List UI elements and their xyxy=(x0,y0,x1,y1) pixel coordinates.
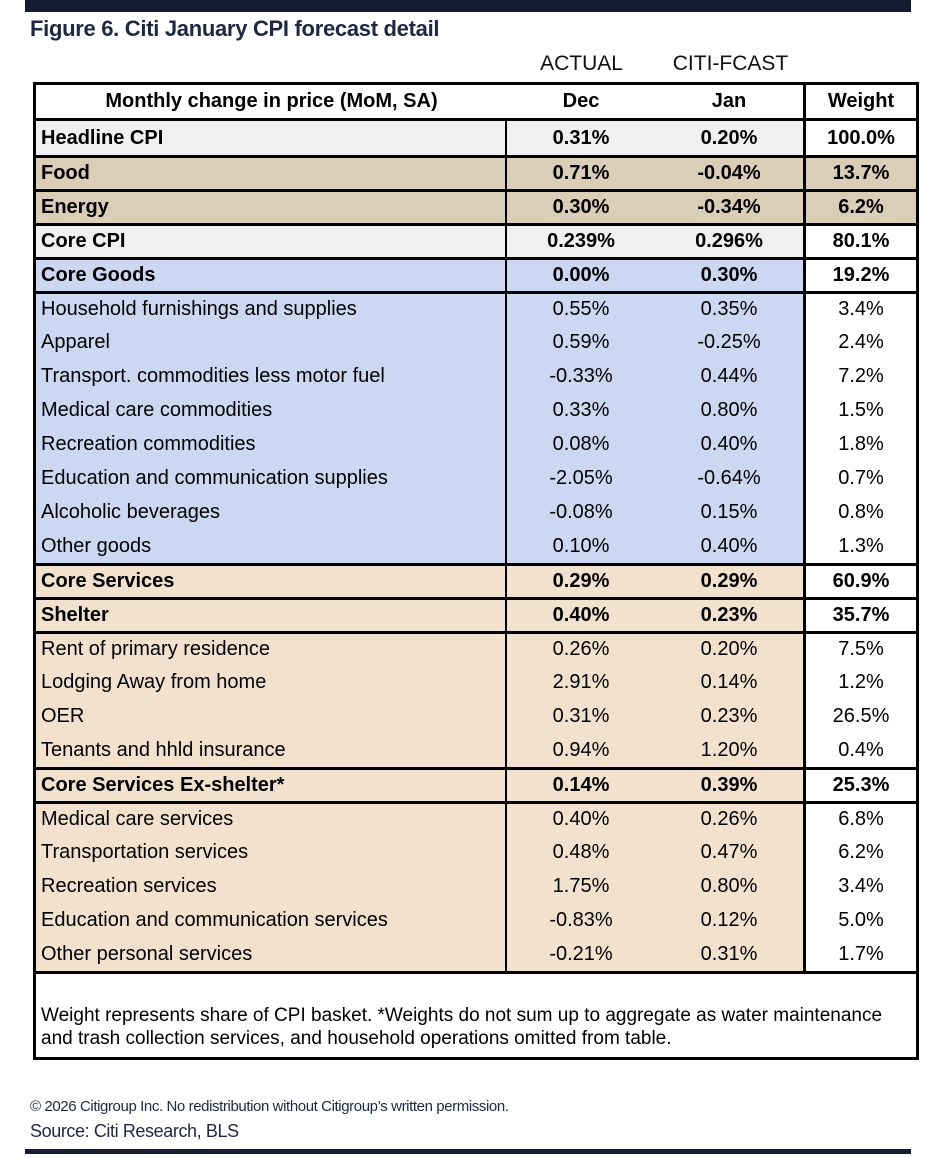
jan-value: 0.12% xyxy=(655,903,803,937)
citi-fcast-column-group-label: CITI-FCAST xyxy=(672,52,789,75)
row-label: Recreation services xyxy=(36,869,507,903)
cpi-forecast-table xyxy=(33,82,919,1060)
header-jan-column: Jan xyxy=(655,85,803,118)
row-label: Apparel xyxy=(36,325,507,359)
weight-value: 26.5% xyxy=(803,699,916,733)
dec-value: 0.40% xyxy=(507,804,655,835)
table-row xyxy=(36,767,916,801)
dec-value: 0.40% xyxy=(507,600,655,631)
header-weight-column: Weight xyxy=(803,85,916,118)
jan-value: -0.04% xyxy=(655,158,803,189)
jan-value: 0.14% xyxy=(655,665,803,699)
table-row xyxy=(36,189,916,223)
figure-title: Figure 6. Citi January CPI forecast detail xyxy=(30,16,440,41)
row-label: Energy xyxy=(36,192,507,223)
weight-value: 1.5% xyxy=(803,393,916,427)
dec-value: -0.33% xyxy=(507,359,655,393)
row-label: Transportation services xyxy=(36,835,507,869)
row-label: Recreation commodities xyxy=(36,427,507,461)
row-label: Education and communication services xyxy=(36,903,507,937)
dec-value: 0.29% xyxy=(507,566,655,597)
jan-value: 1.20% xyxy=(655,733,803,767)
dec-value: 0.59% xyxy=(507,325,655,359)
row-label: Medical care commodities xyxy=(36,393,507,427)
jan-value: 0.15% xyxy=(655,495,803,529)
row-label: Medical care services xyxy=(36,804,507,835)
weight-value: 6.2% xyxy=(803,835,916,869)
actual-column-group-label: ACTUAL xyxy=(540,52,623,75)
weight-value: 6.8% xyxy=(803,804,916,835)
dec-value: -0.83% xyxy=(507,903,655,937)
jan-value: 0.296% xyxy=(655,226,803,257)
row-label: Shelter xyxy=(36,600,507,631)
jan-value: 0.80% xyxy=(655,869,803,903)
column-group-spacer xyxy=(33,52,507,78)
weight-value: 2.4% xyxy=(803,325,916,359)
weight-value: 25.3% xyxy=(803,770,916,801)
dec-value: -0.08% xyxy=(507,495,655,529)
table-row xyxy=(36,869,916,903)
jan-value: 0.29% xyxy=(655,566,803,597)
jan-value: 0.23% xyxy=(655,699,803,733)
jan-value: -0.25% xyxy=(655,325,803,359)
jan-value: 0.80% xyxy=(655,393,803,427)
jan-value: 0.20% xyxy=(655,634,803,665)
table-row xyxy=(36,903,916,937)
jan-value: 0.23% xyxy=(655,600,803,631)
dec-value: 0.31% xyxy=(507,699,655,733)
weight-value: 1.8% xyxy=(803,427,916,461)
weight-value: 100.0% xyxy=(803,121,916,155)
jan-value: 0.26% xyxy=(655,804,803,835)
dec-value: 1.75% xyxy=(507,869,655,903)
weight-value: 3.4% xyxy=(803,869,916,903)
table-rows xyxy=(36,121,916,971)
weight-value: 13.7% xyxy=(803,158,916,189)
dec-value: 0.26% xyxy=(507,634,655,665)
jan-value: 0.47% xyxy=(655,835,803,869)
weight-value: 0.8% xyxy=(803,495,916,529)
jan-value: 0.39% xyxy=(655,770,803,801)
jan-value: 0.40% xyxy=(655,529,803,563)
jan-value: 0.30% xyxy=(655,260,803,291)
weight-value: 1.3% xyxy=(803,529,916,563)
jan-value: -0.34% xyxy=(655,192,803,223)
jan-value: 0.20% xyxy=(655,121,803,155)
table-row xyxy=(36,495,916,529)
source-line: Source: Citi Research, BLS xyxy=(30,1121,239,1141)
table-row xyxy=(36,325,916,359)
dec-value: 0.239% xyxy=(507,226,655,257)
top-rule-bar xyxy=(25,0,911,12)
dec-value: 0.30% xyxy=(507,192,655,223)
table-row xyxy=(36,359,916,393)
dec-value: 0.31% xyxy=(507,121,655,155)
table-row xyxy=(36,121,916,155)
table-row xyxy=(36,563,916,597)
row-label: Rent of primary residence xyxy=(36,634,507,665)
dec-value: 0.71% xyxy=(507,158,655,189)
table-row xyxy=(36,461,916,495)
row-label: Alcoholic beverages xyxy=(36,495,507,529)
weight-value: 6.2% xyxy=(803,192,916,223)
weight-value: 1.2% xyxy=(803,665,916,699)
dec-value: 0.14% xyxy=(507,770,655,801)
dec-value: 0.33% xyxy=(507,393,655,427)
jan-value: -0.64% xyxy=(655,461,803,495)
dec-value: 2.91% xyxy=(507,665,655,699)
weight-value: 3.4% xyxy=(803,294,916,325)
weight-value: 19.2% xyxy=(803,260,916,291)
row-label: Tenants and hhld insurance xyxy=(36,733,507,767)
dec-value: 0.08% xyxy=(507,427,655,461)
column-group-labels xyxy=(33,52,919,78)
table-row xyxy=(36,223,916,257)
row-label: Transport. commodities less motor fuel xyxy=(36,359,507,393)
row-label: Household furnishings and supplies xyxy=(36,294,507,325)
table-header-row xyxy=(36,85,916,121)
table-row xyxy=(36,733,916,767)
table-footnote: Weight represents share of CPI basket. *Weights do not sum up to aggregate as water maintenance and trash collection services, and household operations omitted from table. xyxy=(36,971,916,1057)
row-label: Other personal services xyxy=(36,937,507,971)
row-label: Core Goods xyxy=(36,260,507,291)
weight-value: 5.0% xyxy=(803,903,916,937)
table-row xyxy=(36,393,916,427)
table-row xyxy=(36,155,916,189)
header-dec-column: Dec xyxy=(507,85,655,118)
table-row xyxy=(36,597,916,631)
dec-value: 0.94% xyxy=(507,733,655,767)
dec-value: 0.00% xyxy=(507,260,655,291)
row-label: Other goods xyxy=(36,529,507,563)
row-label: Lodging Away from home xyxy=(36,665,507,699)
dec-value: 0.55% xyxy=(507,294,655,325)
table-row xyxy=(36,801,916,835)
header-name-column: Monthly change in price (MoM, SA) xyxy=(36,85,507,118)
table-row xyxy=(36,631,916,665)
row-label: OER xyxy=(36,699,507,733)
jan-value: 0.35% xyxy=(655,294,803,325)
weight-value: 0.4% xyxy=(803,733,916,767)
weight-value: 0.7% xyxy=(803,461,916,495)
weight-value: 7.5% xyxy=(803,634,916,665)
table-row xyxy=(36,427,916,461)
row-label: Core Services xyxy=(36,566,507,597)
table-row xyxy=(36,937,916,971)
table-row xyxy=(36,291,916,325)
jan-value: 0.31% xyxy=(655,937,803,971)
dec-value: 0.10% xyxy=(507,529,655,563)
dec-value: 0.48% xyxy=(507,835,655,869)
weight-value: 7.2% xyxy=(803,359,916,393)
table-row xyxy=(36,835,916,869)
dec-value: -2.05% xyxy=(507,461,655,495)
weight-value: 35.7% xyxy=(803,600,916,631)
table-row xyxy=(36,529,916,563)
copyright-notice: © 2026 Citigroup Inc. No redistribution without Citigroup’s written permission. xyxy=(30,1098,509,1115)
row-label: Education and communication supplies xyxy=(36,461,507,495)
row-label: Core CPI xyxy=(36,226,507,257)
weight-value: 60.9% xyxy=(803,566,916,597)
row-label: Food xyxy=(36,158,507,189)
jan-value: 0.44% xyxy=(655,359,803,393)
row-label: Core Services Ex-shelter* xyxy=(36,770,507,801)
table-row xyxy=(36,257,916,291)
jan-value: 0.40% xyxy=(655,427,803,461)
weight-value: 1.7% xyxy=(803,937,916,971)
table-row xyxy=(36,699,916,733)
bottom-rule-bar xyxy=(25,1149,911,1154)
dec-value: -0.21% xyxy=(507,937,655,971)
row-label: Headline CPI xyxy=(36,121,507,155)
table-row xyxy=(36,665,916,699)
weight-value: 80.1% xyxy=(803,226,916,257)
